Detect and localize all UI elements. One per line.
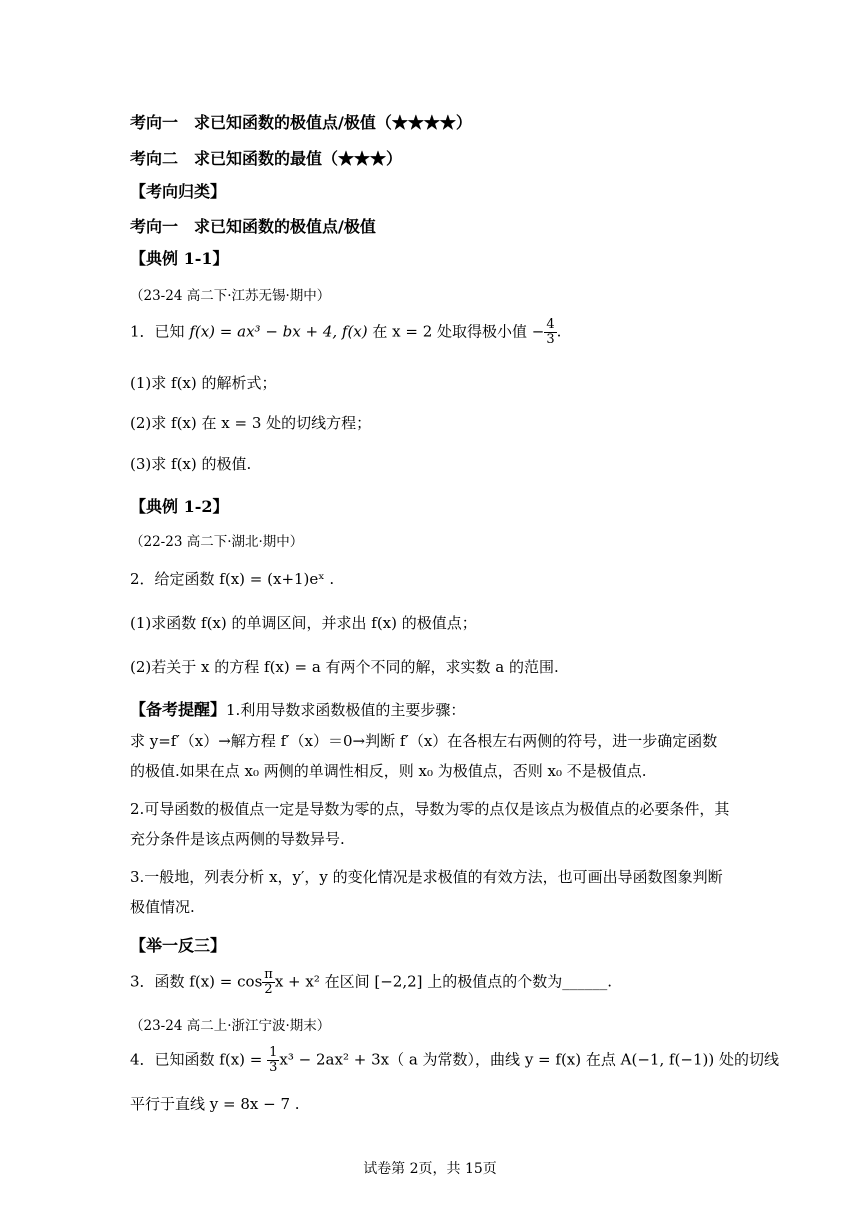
q1-mid: 在 x = 2 处取得极小值 − bbox=[367, 322, 545, 341]
question-4 bbox=[130, 1046, 779, 1075]
heading-classify: 【考向归类】 bbox=[130, 182, 227, 201]
q4-frac-den: 3 bbox=[269, 1060, 278, 1075]
q1-frac-num: 4 bbox=[546, 317, 555, 332]
q3-rest: x + x² 在区间 [−2,2] 上的极值点的个数为______. bbox=[274, 972, 613, 991]
q1-part-3: (3)求 f(x) 的极值. bbox=[130, 455, 252, 473]
question-1 bbox=[130, 318, 561, 347]
q2-part-1: (1)求函数 f(x) 的单调区间，并求出 f(x) 的极值点； bbox=[130, 614, 477, 632]
q3-prefix: 3．函数 f(x) = cos bbox=[130, 972, 263, 991]
tip-1: 1.利用导数求函数极值的主要步骤： bbox=[226, 701, 466, 719]
q4-prefix: 4．已知函数 f(x) = bbox=[130, 1050, 268, 1069]
q2-part-2: (2)若关于 x 的方程 f(x) = a 有两个不同的解，求实数 a 的范围. bbox=[130, 658, 559, 676]
tip-line-1 bbox=[130, 697, 465, 720]
heading-example-1-2: 【典例 1-2】 bbox=[130, 497, 229, 516]
q1-function: f(x) = ax³ − bx + 4, f(x) bbox=[189, 322, 368, 341]
q1-fraction bbox=[544, 318, 556, 347]
tip-2: 2.可导函数的极值点一定是导数为零的点，导数为零的点仅是该点为极值点的必要条件，其充分条件是该点两侧的导数异号. bbox=[130, 800, 730, 848]
q3-frac-num: π bbox=[264, 967, 273, 982]
heading-example-1-1: 【典例 1-1】 bbox=[130, 249, 229, 268]
q3-fraction bbox=[262, 968, 275, 997]
q1-part-1: (1)求 f(x) 的解析式； bbox=[130, 374, 277, 392]
heading-kaoxiang-2: 考向二 求已知函数的最值（★★★） bbox=[130, 149, 403, 168]
q4-frac-num: 1 bbox=[269, 1045, 278, 1060]
heading-practice: 【举一反三】 bbox=[130, 936, 227, 955]
q3-frac-den: 2 bbox=[264, 982, 273, 997]
q1-part-2: (2)求 f(x) 在 x = 3 处的切线方程； bbox=[130, 414, 372, 432]
q4-source: （23-24 高二上·浙江宁波·期末） bbox=[130, 1018, 331, 1034]
question-3 bbox=[130, 968, 612, 997]
tip-1-body: 求 y=f′（x）→解方程 f′（x）＝0→判断 f′（x）在各根左右两侧的符号，进一步确定函数的极值.如果在点 x₀ 两侧的单调性相反，则 x₀ 为极值点，否则 x₀ 不是极值点. bbox=[130, 732, 718, 780]
example-1-source: （23-24 高二下·江苏无锡·期中） bbox=[130, 288, 331, 304]
example-2-source: （22-23 高二下·湖北·期中） bbox=[130, 534, 304, 550]
q1-end: . bbox=[556, 322, 562, 341]
page-footer: 试卷第 2页，共 15页 bbox=[363, 1161, 497, 1177]
heading-tip: 【备考提醒】 bbox=[130, 700, 227, 719]
q1-frac-den: 3 bbox=[546, 332, 555, 347]
q4-rest: x³ − 2ax² + 3x（ a 为常数），曲线 y = f(x) 在点 A(−1, f(−1)) 处的切线 bbox=[279, 1050, 779, 1069]
heading-kaoxiang-1-title: 考向一 求已知函数的极值点/极值 bbox=[130, 217, 376, 236]
q4-line-2: 平行于直线 y = 8x − 7 . bbox=[130, 1095, 300, 1113]
question-2: 2．给定函数 f(x) = (x+1)eˣ . bbox=[130, 570, 335, 588]
tip-3: 3.一般地，列表分析 x，y′，y 的变化情况是求极值的有效方法，也可画出导函数图象判断极值情况. bbox=[130, 868, 723, 916]
q1-prefix: 1．已知 bbox=[130, 322, 190, 341]
heading-kaoxiang-1: 考向一 求已知函数的极值点/极值（★★★★） bbox=[130, 113, 472, 132]
q4-fraction bbox=[267, 1046, 279, 1075]
